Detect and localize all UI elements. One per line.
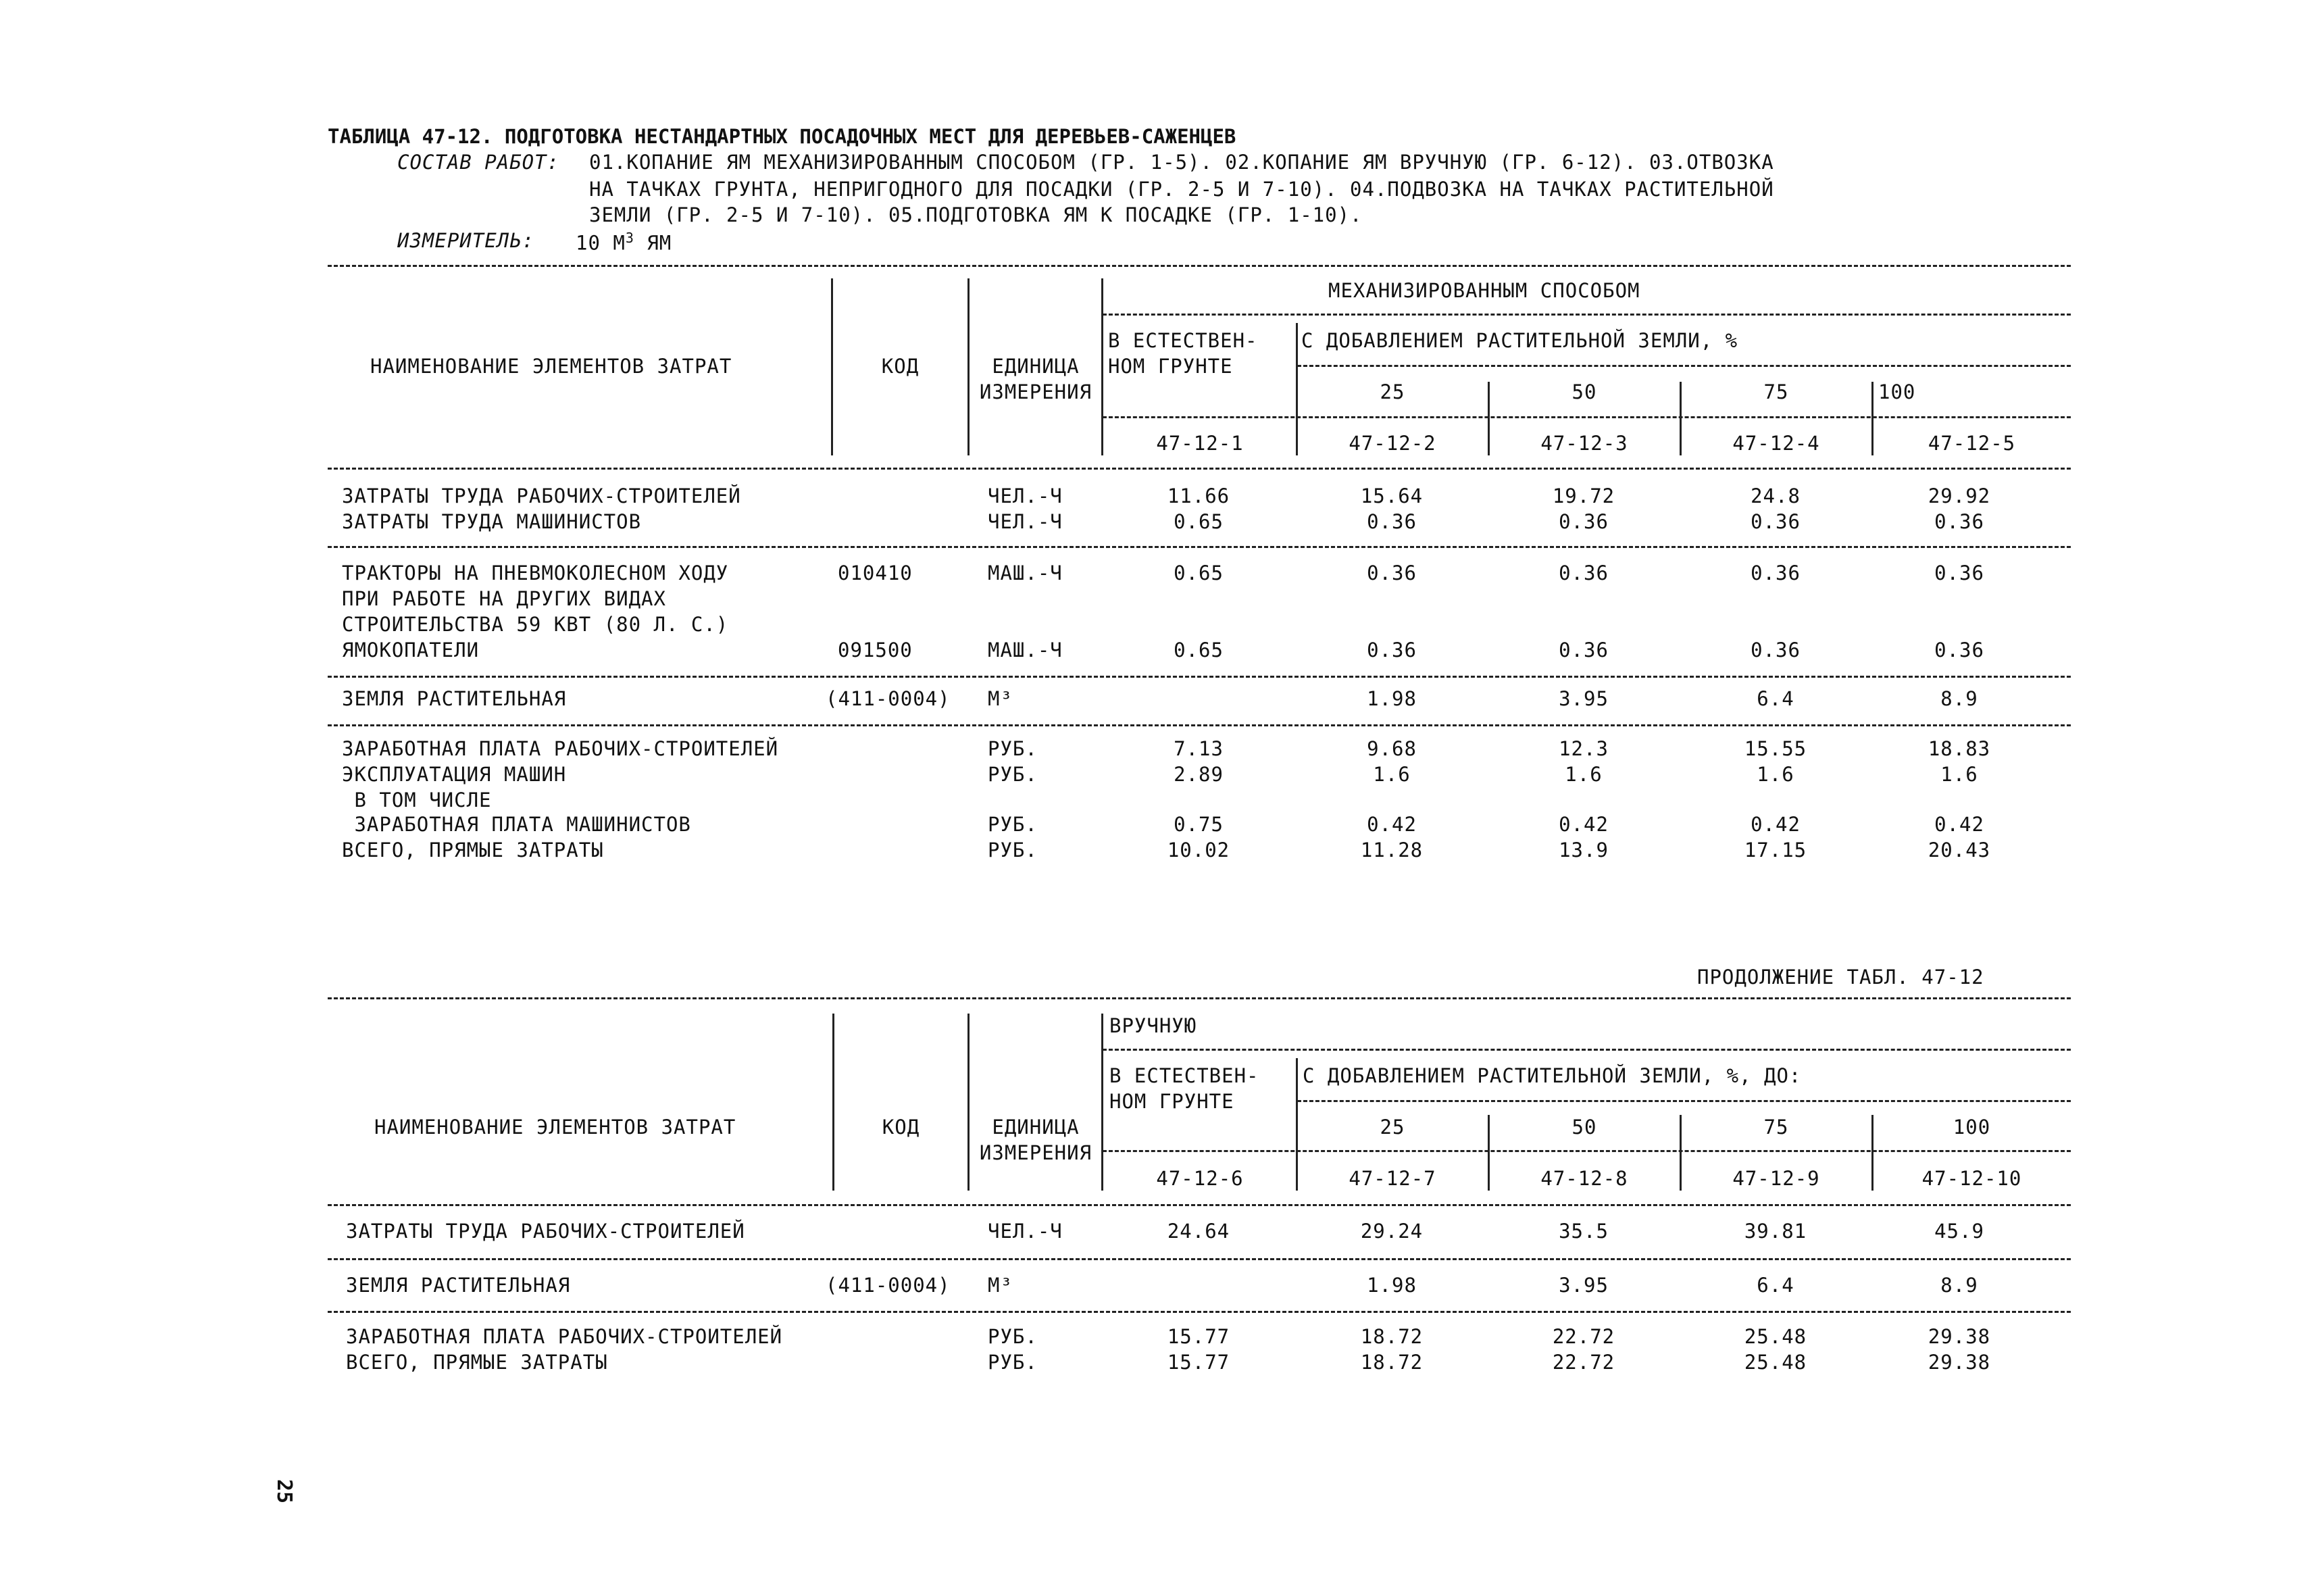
table-cell-value: 1.6: [1940, 763, 1978, 786]
table-cell-value: 12.3: [1559, 737, 1609, 760]
table-cell-value: 15.77: [1167, 1351, 1230, 1374]
table-row-unit: РУБ.: [988, 1351, 1038, 1374]
table2-vline-unit: [967, 1014, 970, 1191]
table-cell-value: 18.72: [1360, 1325, 1424, 1348]
table2-code-6: 47-12-6: [1156, 1167, 1244, 1190]
table-row-name: ЗАРАБОТНАЯ ПЛАТА МАШИНИСТОВ: [342, 813, 691, 836]
table2-code-10: 47-12-10: [1921, 1167, 2022, 1190]
table-cell-value: 0.36: [1751, 562, 1801, 584]
table-cell-value: 0.42: [1559, 813, 1609, 836]
table2-header-bottom-rule: [328, 1204, 2071, 1206]
table-cell-value: 0.36: [1751, 639, 1801, 662]
table1-vline-data: [1101, 278, 1103, 455]
table-cell-value: 1.98: [1367, 1274, 1417, 1297]
table2-col-unit-2: ИЗМЕРЕНИЯ: [979, 1141, 1092, 1164]
page-number: 25: [272, 1478, 297, 1504]
table-cell-value: 0.75: [1174, 813, 1224, 836]
table-cell-value: 1.6: [1565, 763, 1603, 786]
table2-rule-pct: [1103, 1150, 2071, 1152]
table-row-name: ЗАТРАТЫ ТРУДА РАБОЧИХ-СТРОИТЕЛЕЙ: [342, 484, 741, 507]
table-row-name: ЗЕМЛЯ РАСТИТЕЛЬНАЯ: [346, 1274, 571, 1297]
table-cell-value: 24.64: [1167, 1220, 1230, 1243]
table1-group-rule-3: [328, 724, 2071, 726]
table1-col-code: КОД: [881, 355, 920, 378]
table-row-unit: ЧЕЛ.-Ч: [988, 484, 1063, 507]
table-cell-value: 22.72: [1552, 1351, 1615, 1374]
table-cell-value: 22.72: [1552, 1325, 1615, 1348]
table2-code-7: 47-12-7: [1349, 1167, 1436, 1190]
table-row-code: 010410: [838, 562, 913, 584]
table-row-unit: ЧЕЛ.-Ч: [988, 1220, 1063, 1243]
table-row-unit: М³: [988, 687, 1013, 710]
table-row-code: 091500: [838, 639, 913, 662]
table1-natural-2: НОМ ГРУНТЕ: [1108, 355, 1233, 378]
table-cell-value: 0.42: [1934, 813, 1984, 836]
table2-natural-2: НОМ ГРУНТЕ: [1109, 1090, 1234, 1113]
table-cell-value: 9.68: [1367, 737, 1417, 760]
table-row-name: ЗАТРАТЫ ТРУДА РАБОЧИХ-СТРОИТЕЛЕЙ: [346, 1220, 745, 1243]
table1-pct-75: 75: [1763, 380, 1789, 403]
table-row-name: ВСЕГО, ПРЯМЫЕ ЗАТРАТЫ: [346, 1351, 608, 1374]
table-row-unit: М³: [988, 1274, 1013, 1297]
table-cell-value: 0.36: [1751, 510, 1801, 533]
sostav-line-2: НА ТАЧКАХ ГРУНТА, НЕПРИГОДНОГО ДЛЯ ПОСАДКИ (ГР. 2-5 И 7-10). 04.ПОДВОЗКА НА ТАЧКАХ РАСТИТЕЛЬНОЙ: [589, 178, 1774, 201]
table-cell-value: 2.89: [1174, 763, 1224, 786]
table-row-name: ВСЕГО, ПРЯМЫЕ ЗАТРАТЫ: [342, 839, 604, 862]
table-cell-value: 0.65: [1174, 639, 1224, 662]
table-cell-value: 0.36: [1559, 510, 1609, 533]
table-cell-value: 45.9: [1934, 1220, 1984, 1243]
table-row-unit: ЧЕЛ.-Ч: [988, 510, 1063, 533]
table2-vline-data: [1101, 1014, 1103, 1191]
table-cell-value: 0.42: [1367, 813, 1417, 836]
continuation-label: ПРОДОЛЖЕНИЕ ТАБЛ. 47-12: [1697, 966, 1984, 989]
table-cell-value: 0.65: [1174, 510, 1224, 533]
table-cell-value: 0.36: [1367, 562, 1417, 584]
table-cell-value: 17.15: [1744, 839, 1807, 862]
table2-col-code: КОД: [882, 1116, 920, 1139]
table1-code-2: 47-12-2: [1349, 432, 1436, 455]
table-cell-value: 8.9: [1940, 1274, 1978, 1297]
table2-pct-75: 75: [1763, 1116, 1789, 1139]
table-cell-value: 0.36: [1559, 639, 1609, 662]
table2-rule-method: [1103, 1049, 2071, 1051]
table2-col-name: НАИМЕНОВАНИЕ ЭЛЕМЕНТОВ ЗАТРАТ: [374, 1116, 736, 1139]
table-cell-value: 1.98: [1367, 687, 1417, 710]
table2-code-8: 47-12-8: [1540, 1167, 1628, 1190]
table-row-code: (411-0004): [826, 1274, 951, 1297]
table-row-unit: РУБ.: [988, 763, 1038, 786]
table-cell-value: 35.5: [1559, 1220, 1609, 1243]
table1-code-3: 47-12-3: [1540, 432, 1628, 455]
table-cell-value: 29.38: [1928, 1325, 1991, 1348]
table2-pct-100: 100: [1953, 1116, 1991, 1139]
table2-group-rule-2: [328, 1311, 2071, 1313]
table1-method: МЕХАНИЗИРОВАННЫМ СПОСОБОМ: [1328, 279, 1640, 302]
table-row-name: ЗАРАБОТНАЯ ПЛАТА РАБОЧИХ-СТРОИТЕЛЕЙ: [342, 737, 779, 760]
table-cell-value: 15.64: [1360, 484, 1424, 507]
table1-vline-unit: [967, 278, 970, 455]
sostav-line-1: 01.КОПАНИЕ ЯМ МЕХАНИЗИРОВАННЫМ СПОСОБОМ (ГР. 1-5). 02.КОПАНИЕ ЯМ ВРУЧНУЮ (ГР. 6-12). 03.ОТВОЗКА: [589, 151, 1774, 174]
table-row-name: ТРАКТОРЫ НА ПНЕВМОКОЛЕСНОМ ХОДУ: [342, 562, 729, 584]
izmeritel-value: 10 $М^3$ ЯМ: [576, 230, 672, 255]
sostav-label: СОСТАВ РАБОТ:: [397, 151, 559, 174]
table1-rule-added: [1297, 365, 2071, 367]
table-cell-value: 29.24: [1360, 1220, 1424, 1243]
table2-method: ВРУЧНУЮ: [1109, 1014, 1197, 1037]
table-cell-value: 0.36: [1559, 562, 1609, 584]
table1-top-rule: [328, 265, 2071, 267]
table1-col-unit-2: ИЗМЕРЕНИЯ: [979, 380, 1092, 403]
izmeritel-label: ИЗМЕРИТЕЛЬ:: [397, 229, 535, 252]
table1-natural-1: В ЕСТЕСТВЕН-: [1108, 329, 1258, 352]
table1-pct-25: 25: [1380, 380, 1405, 403]
table-cell-value: 20.43: [1928, 839, 1991, 862]
table2-group-rule-1: [328, 1258, 2071, 1260]
table1-pct-100: 100: [1878, 380, 1916, 403]
table-cell-value: 25.48: [1744, 1351, 1807, 1374]
table-cell-value: 1.6: [1757, 763, 1794, 786]
table-cell-value: 29.38: [1928, 1351, 1991, 1374]
table-cell-value: 39.81: [1744, 1220, 1807, 1243]
table-cell-value: 19.72: [1552, 484, 1615, 507]
table-row-name: ПРИ РАБОТЕ НА ДРУГИХ ВИДАХ: [342, 587, 666, 610]
table1-col-unit-1: ЕДИНИЦА: [992, 355, 1080, 378]
table2-code-9: 47-12-9: [1732, 1167, 1820, 1190]
table-cell-value: 29.92: [1928, 484, 1991, 507]
table2-pct-25: 25: [1380, 1116, 1405, 1139]
table-row-name: ЗАРАБОТНАЯ ПЛАТА РАБОЧИХ-СТРОИТЕЛЕЙ: [346, 1325, 783, 1348]
table-cell-value: 15.77: [1167, 1325, 1230, 1348]
table-cell-value: 11.28: [1360, 839, 1424, 862]
table1-group-rule-2: [328, 676, 2071, 678]
table-cell-value: 18.72: [1360, 1351, 1424, 1374]
table-cell-value: 3.95: [1559, 1274, 1609, 1297]
table1-vline-code: [831, 278, 833, 455]
table-cell-value: 10.02: [1167, 839, 1230, 862]
table2-top-rule: [328, 997, 2071, 999]
table2-pct-50: 50: [1571, 1116, 1597, 1139]
table1-header-bottom-rule: [328, 468, 2071, 470]
table-cell-value: 3.95: [1559, 687, 1609, 710]
table-cell-value: 0.65: [1174, 562, 1224, 584]
table-row-name: ЭКСПЛУАТАЦИЯ МАШИН: [342, 763, 567, 786]
table2-natural-1: В ЕСТЕСТВЕН-: [1109, 1064, 1259, 1087]
table-cell-value: 0.36: [1367, 510, 1417, 533]
table1-col-name: НАИМЕНОВАНИЕ ЭЛЕМЕНТОВ ЗАТРАТ: [370, 355, 732, 378]
table-row-name: ЯМОКОПАТЕЛИ: [342, 639, 480, 662]
table2-vline-code: [832, 1014, 834, 1191]
table-row-name: ЗЕМЛЯ РАСТИТЕЛЬНАЯ: [342, 687, 567, 710]
table-row-name: ЗАТРАТЫ ТРУДА МАШИНИСТОВ: [342, 510, 642, 533]
izmeritel-superscript: 3: [625, 230, 634, 246]
table-cell-value: 0.42: [1751, 813, 1801, 836]
table-row-name: СТРОИТЕЛЬСТВА 59 КВТ (80 Л. С.): [342, 613, 729, 636]
table-cell-value: 6.4: [1757, 1274, 1794, 1297]
table-cell-value: 18.83: [1928, 737, 1991, 760]
table-cell-value: 0.36: [1934, 510, 1984, 533]
sostav-line-3: ЗЕМЛИ (ГР. 2-5 И 7-10). 05.ПОДГОТОВКА ЯМ К ПОСАДКЕ (ГР. 1-10).: [589, 203, 1363, 226]
table2-added: С ДОБАВЛЕНИЕМ РАСТИТЕЛЬНОЙ ЗЕМЛИ, %, ДО:: [1303, 1064, 1802, 1087]
table-cell-value: 1.6: [1373, 763, 1411, 786]
table-cell-value: 0.36: [1934, 562, 1984, 584]
table-cell-value: 6.4: [1757, 687, 1794, 710]
table1-added: С ДОБАВЛЕНИЕМ РАСТИТЕЛЬНОЙ ЗЕМЛИ, %: [1301, 329, 1738, 352]
table2-col-unit-1: ЕДИНИЦА: [992, 1116, 1080, 1139]
table-row-unit: РУБ.: [988, 737, 1038, 760]
table-cell-value: 8.9: [1940, 687, 1978, 710]
table-cell-value: 7.13: [1174, 737, 1224, 760]
table-cell-value: 15.55: [1744, 737, 1807, 760]
table-row-unit: РУБ.: [988, 813, 1038, 836]
table-row-unit: МАШ.-Ч: [988, 639, 1063, 662]
table1-rule-pct: [1103, 416, 2071, 418]
table-cell-value: 11.66: [1167, 484, 1230, 507]
table1-code-1: 47-12-1: [1156, 432, 1244, 455]
table1-group-rule-1: [328, 546, 2071, 548]
table-cell-value: 0.36: [1367, 639, 1417, 662]
table-cell-value: 0.36: [1934, 639, 1984, 662]
table-title: ТАБЛИЦА 47-12. ПОДГОТОВКА НЕСТАНДАРТНЫХ ПОСАДОЧНЫХ МЕСТ ДЛЯ ДЕРЕВЬЕВ-САЖЕНЦЕВ: [328, 125, 1236, 148]
table-cell-value: 25.48: [1744, 1325, 1807, 1348]
table-row-name: В ТОМ ЧИСЛЕ: [342, 789, 492, 812]
table-row-unit: РУБ.: [988, 1325, 1038, 1348]
table-row-code: (411-0004): [826, 687, 951, 710]
table-cell-value: 24.8: [1751, 484, 1801, 507]
table1-code-4: 47-12-4: [1732, 432, 1820, 455]
table-row-unit: РУБ.: [988, 839, 1038, 862]
table2-rule-added: [1297, 1100, 2071, 1102]
table1-rule-method: [1103, 314, 2071, 316]
table1-code-5: 47-12-5: [1928, 432, 2016, 455]
table-cell-value: 13.9: [1559, 839, 1609, 862]
table1-pct-50: 50: [1571, 380, 1597, 403]
table-row-unit: МАШ.-Ч: [988, 562, 1063, 584]
